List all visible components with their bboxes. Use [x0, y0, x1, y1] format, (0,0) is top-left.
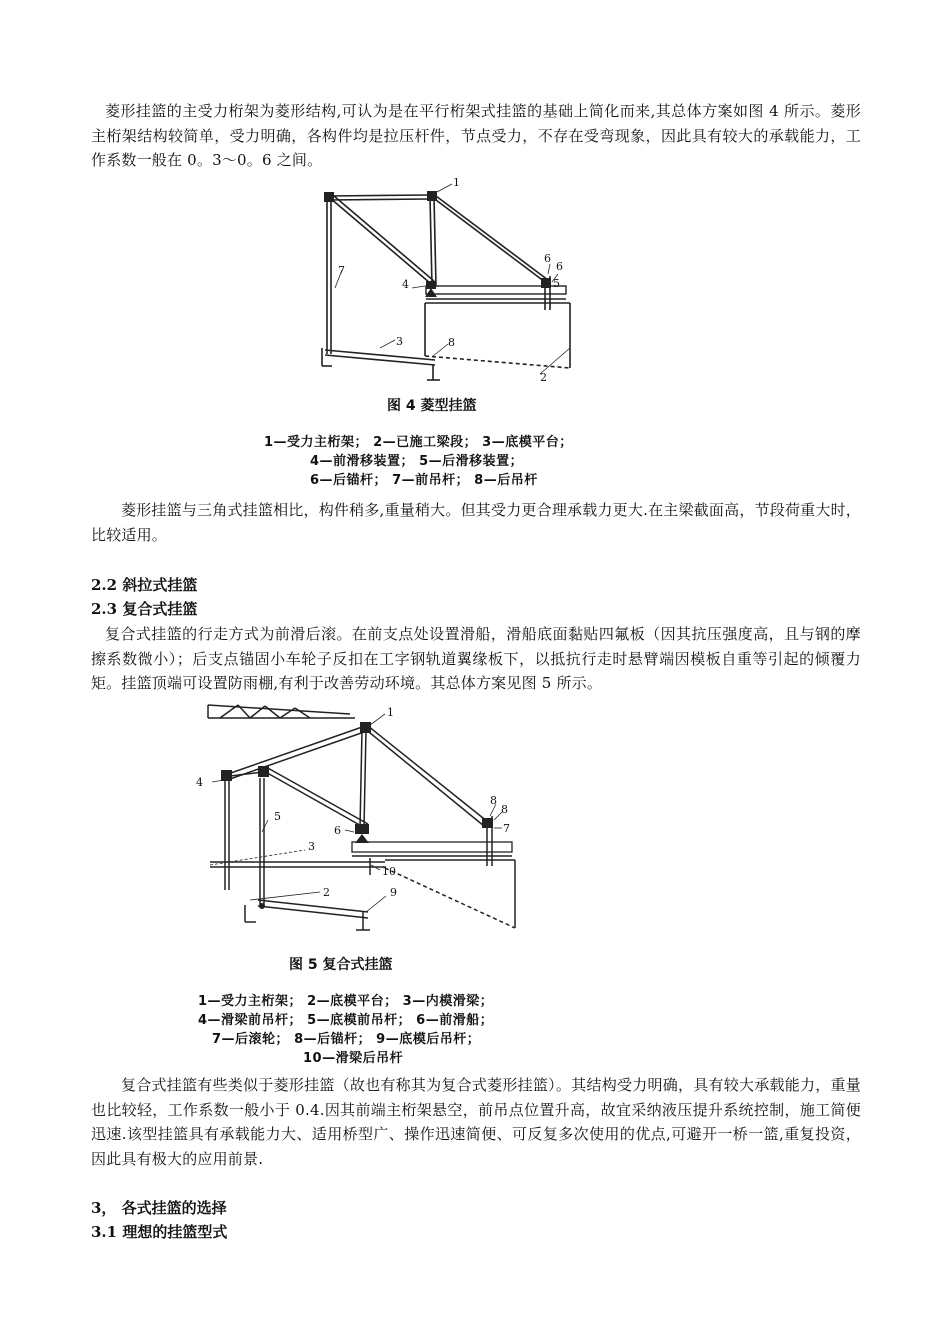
fig4-label-3: 3	[396, 335, 403, 348]
fig4-label-7: 7	[338, 264, 345, 277]
fig5-label-1: 1	[387, 706, 394, 719]
fig4-label-5: 5	[553, 277, 560, 290]
figure-5-caption-line-1: 1—受力主桁架； 2—底模平台； 3—内模滑梁；	[198, 994, 494, 1009]
heading-2-3: 2.3 复合式挂篮	[91, 600, 198, 618]
figure-4-caption-line-3: 6—后锚杆； 7—前吊杆； 8—后吊杆	[310, 473, 538, 488]
heading-3: 3， 各式挂篮的选择	[91, 1199, 227, 1217]
fig5-label-8a: 8	[490, 794, 497, 807]
fig5-label-8b: 8	[501, 803, 508, 816]
fig4-label-1: 1	[453, 178, 460, 189]
paragraph-composite-intro: 复合式挂篮的行走方式为前滑后滚。在前支点处设置滑船，滑船底面黏贴四氟板（因其抗压强度高，且与钢的摩擦系数微小）；后支点锚固小车轮子反扣在工字钢轨道翼缘板下，以抵抗行走时悬臂端因模板自重等引起的倾覆力矩。挂篮顶端可设置防雨棚,有利于改善劳动环境。其总体方案见图 5 所示。	[91, 625, 861, 692]
figure-4-rhombic-diagram	[300, 178, 590, 388]
fig5-label-3: 3	[308, 840, 315, 853]
fig5-label-2: 2	[323, 886, 330, 899]
fig5-label-9: 9	[390, 886, 397, 899]
paragraph-rhombic-intro: 菱形挂篮的主受力桁架为菱形结构,可认为是在平行桁架式挂篮的基础上简化而来,其总体方案如图 4 所示。菱形主桁架结构较简单，受力明确，各构件均是拉压杆件，节点受力，不存在受弯现象，因此具有较大的承载能力，工作系数一般在 0。3～0。6 之间。	[91, 102, 861, 169]
figure-5-caption-line-2: 4—滑梁前吊杆； 5—底模前吊杆； 6—前滑船；	[198, 1013, 494, 1028]
fig5-label-5: 5	[274, 810, 281, 823]
figure-5-composite-diagram	[190, 700, 530, 940]
fig5-label-10: 10	[382, 865, 396, 878]
figure-4-caption-line-2: 4—前滑移装置； 5—后滑移装置；	[310, 454, 524, 469]
fig4-label-6a: 6	[544, 252, 551, 265]
paragraph-rhombic-compare: 菱形挂篮与三角式挂篮相比，构件稍多,重量稍大。但其受力更合理承载力更大.在主梁截面高，节段荷重大时，比较适用。	[91, 501, 861, 544]
fig5-label-4: 4	[196, 776, 203, 789]
fig4-label-4: 4	[402, 278, 409, 291]
heading-3-1: 3.1 理想的挂篮型式	[91, 1223, 228, 1241]
figure-5-title: 图 5 复合式挂篮	[289, 957, 393, 973]
fig5-label-7: 7	[503, 822, 510, 835]
fig4-label-6b: 6	[556, 260, 563, 273]
figure-4-caption-line-1: 1—受力主桁架； 2—已施工梁段； 3—底模平台；	[264, 435, 573, 450]
fig4-label-8: 8	[448, 336, 455, 349]
heading-2-2: 2.2 斜拉式挂篮	[91, 576, 198, 594]
composite-cradle-drawing	[190, 700, 530, 940]
figure-5-caption-line-3: 7—后滚轮； 8—后锚杆； 9—底模后吊杆；	[212, 1032, 481, 1047]
fig4-label-2: 2	[540, 371, 547, 384]
fig5-label-6: 6	[334, 824, 341, 837]
figure-5-caption-line-4: 10—滑梁后吊杆	[303, 1051, 404, 1066]
figure-4-title: 图 4 菱型挂篮	[387, 398, 477, 414]
paragraph-composite-features: 复合式挂篮有些类似于菱形挂篮（故也有称其为复合式菱形挂篮）。其结构受力明确，具有较大承载能力，重量也比较轻，工作系数一般小于 0.4.因其前端主桁架悬空，前吊点位置升高，故宜采纳液压提升系统控制，施工简便迅速.该型挂篮具有承载能力大、适用桥型广、操作迅速简便、可反复多次使用的优点,可避开一桥一篮,重复投资，因此具有极大的应用前景.	[91, 1076, 861, 1168]
rhombic-cradle-drawing	[300, 178, 590, 388]
